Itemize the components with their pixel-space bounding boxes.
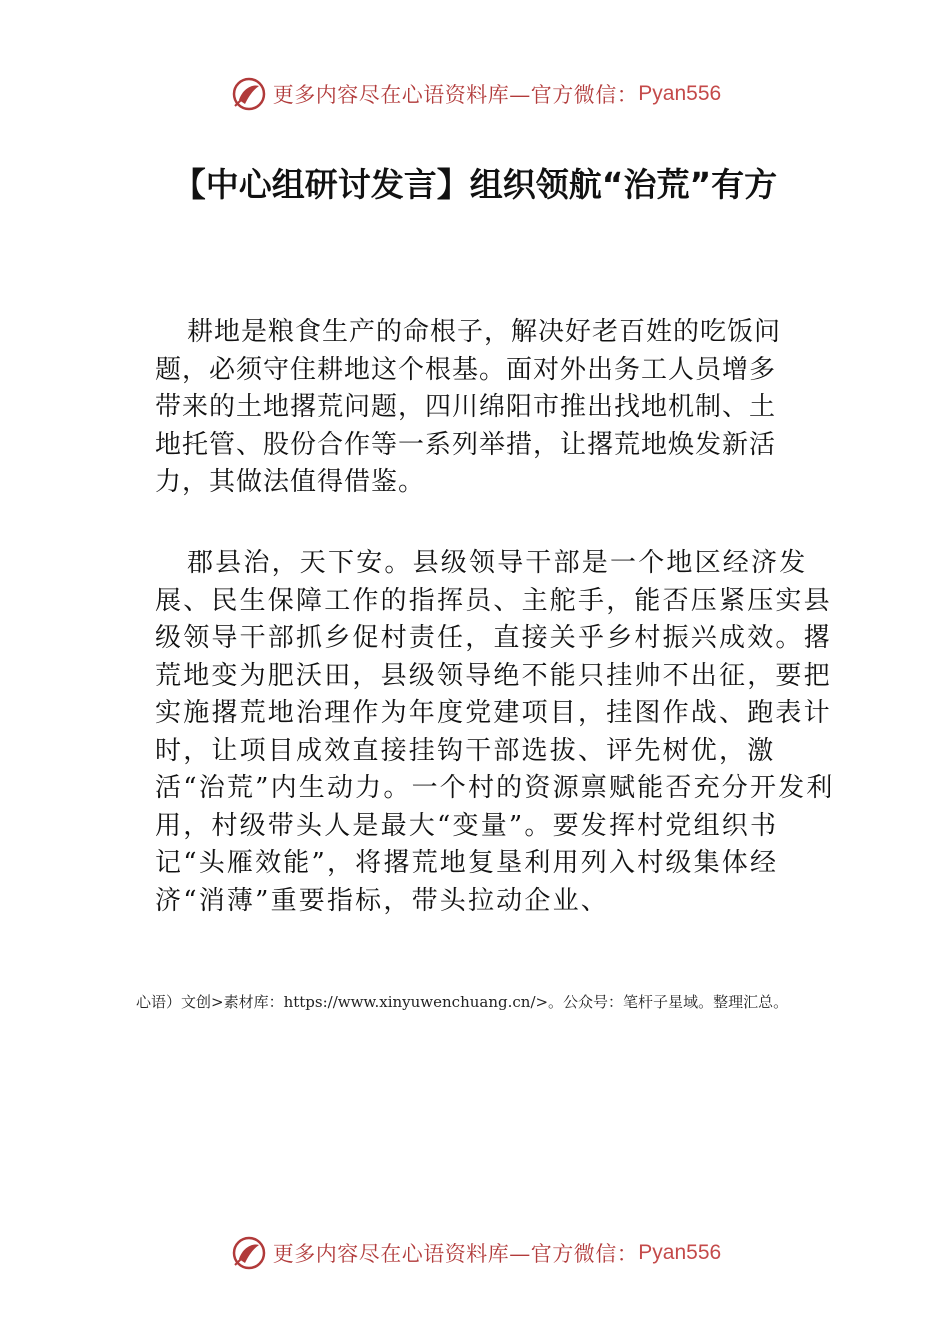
banner-wechat-id: Pyan556 bbox=[638, 82, 722, 105]
banner-text: 更多内容尽在心语资料库—官方微信： bbox=[272, 1242, 639, 1266]
banner-text: 更多内容尽在心语资料库—官方微信： bbox=[272, 83, 639, 107]
document-title: 【中心组研讨发言】组织领航“治荒”有方 bbox=[172, 165, 778, 204]
paragraph-1: 耕地是粮食生产的命根子，解决好老百姓的吃饭问题，必须守住耕地这个根基。面对外出务工人员增多带来的土地撂荒问题，四川绵阳市推出找地机制、土地托管、股份合作等一系列举措，让撂荒地焕发新活力，其做法值得借鉴。 bbox=[155, 317, 782, 497]
brand-logo-icon bbox=[229, 74, 269, 114]
source-footnote: 心语）文创>素材库：https://www.xinyuwenchuang.cn/>。公众号：笔杆子星域。整理汇总。 bbox=[136, 993, 789, 1011]
banner-wechat-id: Pyan556 bbox=[638, 1241, 722, 1264]
paragraph-2: 郡县治，天下安。县级领导干部是一个地区经济发展、民生保障工作的指挥员、主舵手，能否压紧压实县级领导干部抓乡促村责任，直接关乎乡村振兴成效。撂荒地变为肥沃田，县级领导绝不能只挂帅不出征，要把实施撂荒地治理作为年度党建项目，挂图作战、跑表计时，让项目成效直接挂钩干部选拔、评先树优，激活“治荒”内生动力。一个村的资源禀赋能否充分开发利用，村级带头人是最大“变量”。要发挥村党组织书记“头雁效能”，将撂荒地复垦利用列入村级集体经济“消薄”重要指标，带头拉动企业、 bbox=[155, 548, 835, 916]
brand-logo-icon bbox=[229, 1233, 269, 1273]
header-banner bbox=[0, 74, 950, 114]
footer-banner bbox=[0, 1233, 950, 1273]
